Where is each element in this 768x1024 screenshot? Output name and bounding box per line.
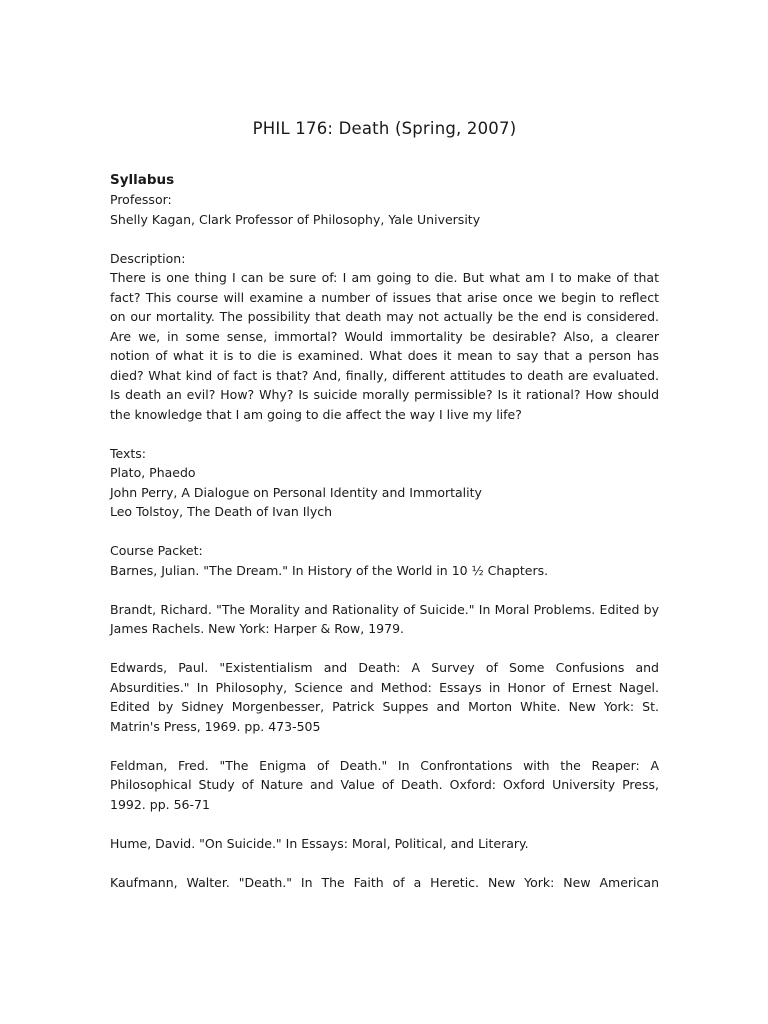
text-item: John Perry, A Dialogue on Personal Identity and Immortality <box>110 484 482 500</box>
professor-value: Shelly Kagan, Clark Professor of Philosophy, Yale University <box>110 211 481 227</box>
bibliography-entry: Barnes, Julian. "The Dream." In History of the World in 10 ½ Chapters. <box>110 562 549 578</box>
syllabus-heading: Syllabus <box>110 172 175 188</box>
description-label: Description: <box>110 250 186 266</box>
professor-label: Professor: <box>110 192 172 207</box>
bibliography-entry: Kaufmann, Walter. "Death." In The Faith of a Heretic. New York: New American <box>110 874 659 890</box>
professor-section <box>110 190 659 229</box>
bibliography-entry: Feldman, Fred. "The Enigma of Death." In Confrontations with the Reaper: A Philosophical Study of Nature and Value of Death. Oxford: Oxford University Press, 1992. pp. 56-71 <box>110 757 659 812</box>
spacer <box>110 639 659 659</box>
text-item: Leo Tolstoy, The Death of Ivan Ilych <box>110 504 333 519</box>
bibliography-entry: Brandt, Richard. "The Morality and Rationality of Suicide." In Moral Problems. Edited by James Rachels. New York: Harper & Row, 1979. <box>110 601 659 636</box>
spacer <box>110 424 659 444</box>
bibliography-entry: Hume, David. "On Suicide." In Essays: Moral, Political, and Literary. <box>110 835 529 851</box>
course-packet-label: Course Packet: <box>110 543 203 558</box>
spacer <box>110 736 659 756</box>
document-title: PHIL 176: Death (Spring, 2007) <box>252 119 517 138</box>
texts-label: Texts: <box>110 445 147 461</box>
document-page <box>110 118 659 892</box>
spacer <box>110 522 659 542</box>
description-text: There is one thing I can be sure of: I am going to die. But what am I to make of that fact? This course will examine a number of issues that arise once we begin to reflect on our mortality. The possibility that death may not actually be the end is considered. Are we, in some sense, immortal? Would immortality be desirable? Also, a clearer notion of what it is to die is examined. What does it mean to say that a person has died? What kind of fact is that? And, finally, different attitudes to death are evaluated. Is death an evil? How? Why? Is suicide morally permissible? Is it rational? How should the knowledge that I am going to die affect the way I live my life? <box>110 270 659 422</box>
texts-section <box>110 444 659 522</box>
spacer <box>110 229 659 249</box>
text-item: Plato, Phaedo <box>110 465 196 480</box>
spacer <box>110 814 659 834</box>
spacer <box>110 853 659 873</box>
course-packet-section <box>110 541 659 892</box>
description-section <box>110 249 659 425</box>
spacer <box>110 580 659 600</box>
bibliography-entry: Edwards, Paul. "Existentialism and Death: A Survey of Some Confusions and Absurdities." In Philosophy, Science and Method: Essays in Honor of Ernest Nagel. Edited by Sidney Morgenbesser, Patrick Suppes and Morton White. New York: St. Matrin's Press, 1969. pp. 473-505 <box>110 660 659 734</box>
